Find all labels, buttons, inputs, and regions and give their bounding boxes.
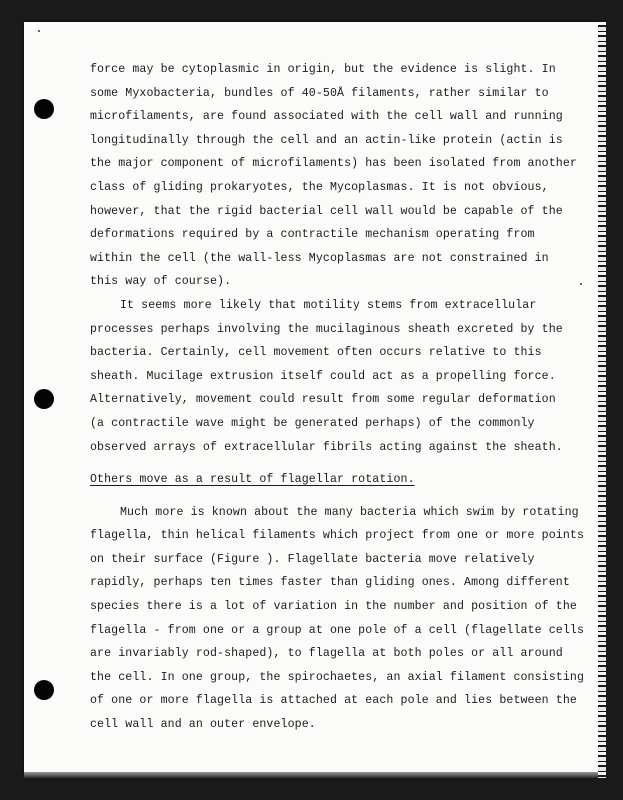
text-line: within the cell (the wall-less Mycoplasmas are not constrained in bbox=[90, 251, 549, 265]
text-line: (a contractile wave might be generated perhaps) of the commonly bbox=[90, 416, 535, 430]
text-line: sheath. Mucilage extrusion itself could act as a propelling force. bbox=[90, 369, 556, 383]
typed-text-body bbox=[90, 58, 585, 737]
text-line: longitudinally through the cell and an actin-like protein (actin is bbox=[90, 133, 563, 147]
text-line: class of gliding prokaryotes, the Mycoplasmas. It is not obvious, bbox=[90, 180, 549, 194]
text-line: flagella - from one or a group at one pole of a cell (flagellate cells bbox=[90, 623, 585, 637]
text-line: microfilaments, are found associated with the cell wall and running bbox=[90, 110, 563, 124]
text-line: the major component of microfilaments) has been isolated from another bbox=[90, 157, 577, 171]
text-line: are invariably rod-shaped), to flagella at both poles or all around bbox=[90, 647, 563, 661]
section-heading-text: Others move as a result of flagellar rotation. bbox=[90, 473, 415, 487]
text-line: Much more is known about the many bacteria which swim by rotating bbox=[120, 505, 579, 519]
punch-hole-icon bbox=[34, 99, 54, 119]
text-line: this way of course). bbox=[90, 275, 232, 289]
scan-speck bbox=[580, 283, 582, 285]
text-line: processes perhaps involving the mucilaginous sheath excreted by the bbox=[90, 322, 563, 336]
text-line: Alternatively, movement could result from some regular deformation bbox=[90, 393, 556, 407]
scanner-edge bbox=[598, 22, 606, 778]
punch-hole-icon bbox=[34, 389, 54, 409]
text-line: flagella, thin helical filaments which project from one or more points bbox=[90, 529, 585, 543]
text-line: observed arrays of extracellular fibrils acting against the sheath. bbox=[90, 440, 563, 454]
text-line: deformations required by a contractile mechanism operating from bbox=[90, 228, 535, 242]
text-line: rapidly, perhaps ten times faster than gliding ones. Among different bbox=[90, 576, 570, 590]
page-bottom-edge bbox=[24, 772, 604, 778]
text-line: some Myxobacteria, bundles of 40-50Å filaments, rather similar to bbox=[90, 86, 549, 100]
punch-hole-icon bbox=[34, 680, 54, 700]
text-line: the cell. In one group, the spirochaetes, an axial filament consisting bbox=[90, 670, 585, 684]
text-line: It seems more likely that motility stems from extracellular bbox=[120, 298, 537, 312]
text-line: cell wall and an outer envelope. bbox=[90, 718, 316, 732]
text-line: bacteria. Certainly, cell movement often occurs relative to this bbox=[90, 346, 542, 360]
text-line: on their surface (Figure ). Flagellate bacteria move relatively bbox=[90, 552, 535, 566]
text-line: of one or more flagella is attached at each pole and lies between the bbox=[90, 694, 577, 708]
text-line: however, that the rigid bacterial cell wall would be capable of the bbox=[90, 204, 563, 218]
section-heading bbox=[90, 468, 530, 492]
text-line: species there is a lot of variation in the number and position of the bbox=[90, 600, 577, 614]
scan-speck bbox=[38, 30, 40, 32]
text-line: force may be cytoplasmic in origin, but the evidence is slight. In bbox=[90, 63, 556, 76]
